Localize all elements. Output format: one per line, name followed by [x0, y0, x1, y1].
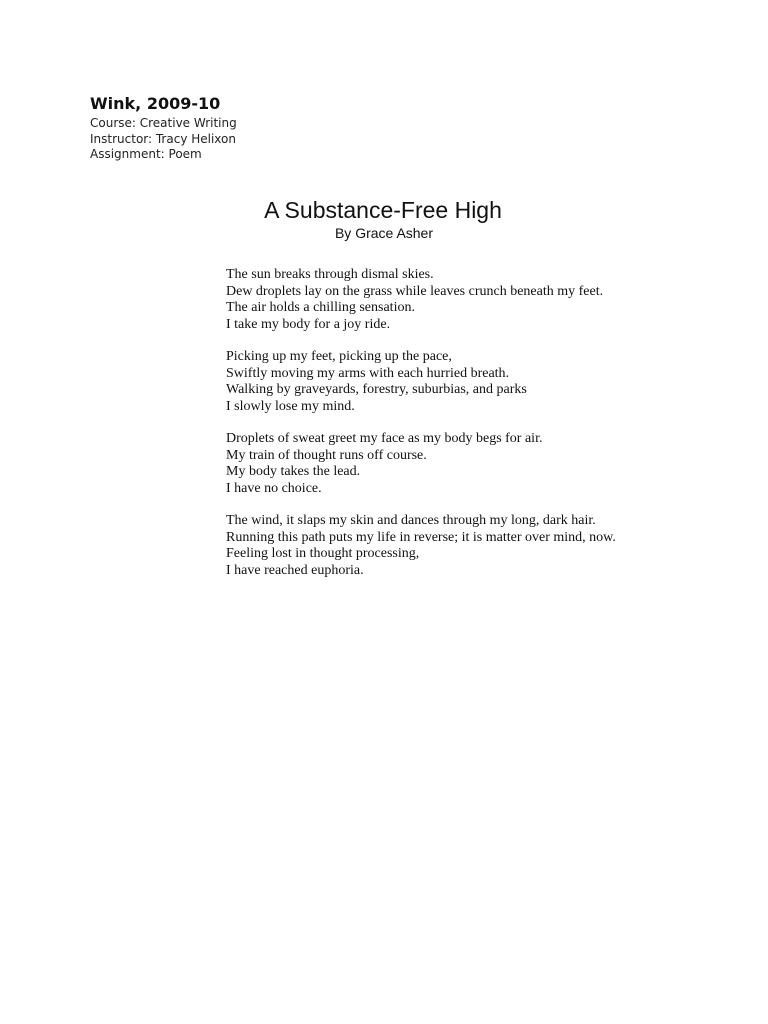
stanza-3: [226, 431, 746, 497]
poem-line: Dew droplets lay on the grass while leaves crunch beneath my feet.: [226, 283, 604, 299]
poem-line: Swiftly moving my arms with each hurried breath.: [226, 365, 510, 381]
poem-line: I have reached euphoria.: [226, 562, 364, 578]
poem-line: Droplets of sweat greet my face as my body begs for air.: [226, 431, 543, 446]
poem-line: Walking by graveyards, forestry, suburbias, and parks: [226, 382, 527, 397]
poem-line: I take my body for a joy ride.: [226, 316, 391, 332]
instructor-line: Instructor: Tracy Helixon: [90, 131, 236, 146]
stanza-2: [226, 349, 746, 415]
document-header: [90, 93, 390, 163]
poem-line: Picking up my feet, picking up the pace,: [226, 349, 452, 364]
poem-line: Running this path puts my life in reverse; it is matter over mind, now.: [226, 529, 616, 545]
poem-line: The sun breaks through dismal skies.: [226, 267, 434, 282]
stanza-4: [226, 513, 746, 579]
publication-title: Wink, 2009-10: [90, 94, 221, 113]
stanza-1: [226, 267, 746, 333]
poem-line: Feeling lost in thought processing,: [226, 546, 420, 561]
assignment-line: Assignment: Poem: [90, 147, 202, 161]
poem-line: The air holds a chilling sensation.: [226, 300, 415, 315]
poem-line: I have no choice.: [226, 480, 322, 496]
poem-author: By Grace Asher: [334, 225, 434, 241]
course-line: Course: Creative Writing: [90, 116, 237, 130]
poem-line: The wind, it slaps my skin and dances through my long, dark hair.: [226, 513, 596, 528]
poem-line: My train of thought runs off course.: [226, 447, 427, 463]
poem-title: A Substance-Free High: [264, 197, 502, 223]
poem-heading: [0, 196, 768, 242]
poem-line: I slowly lose my mind.: [226, 398, 355, 414]
poem-body: [226, 267, 746, 595]
poem-line: My body takes the lead.: [226, 464, 361, 479]
